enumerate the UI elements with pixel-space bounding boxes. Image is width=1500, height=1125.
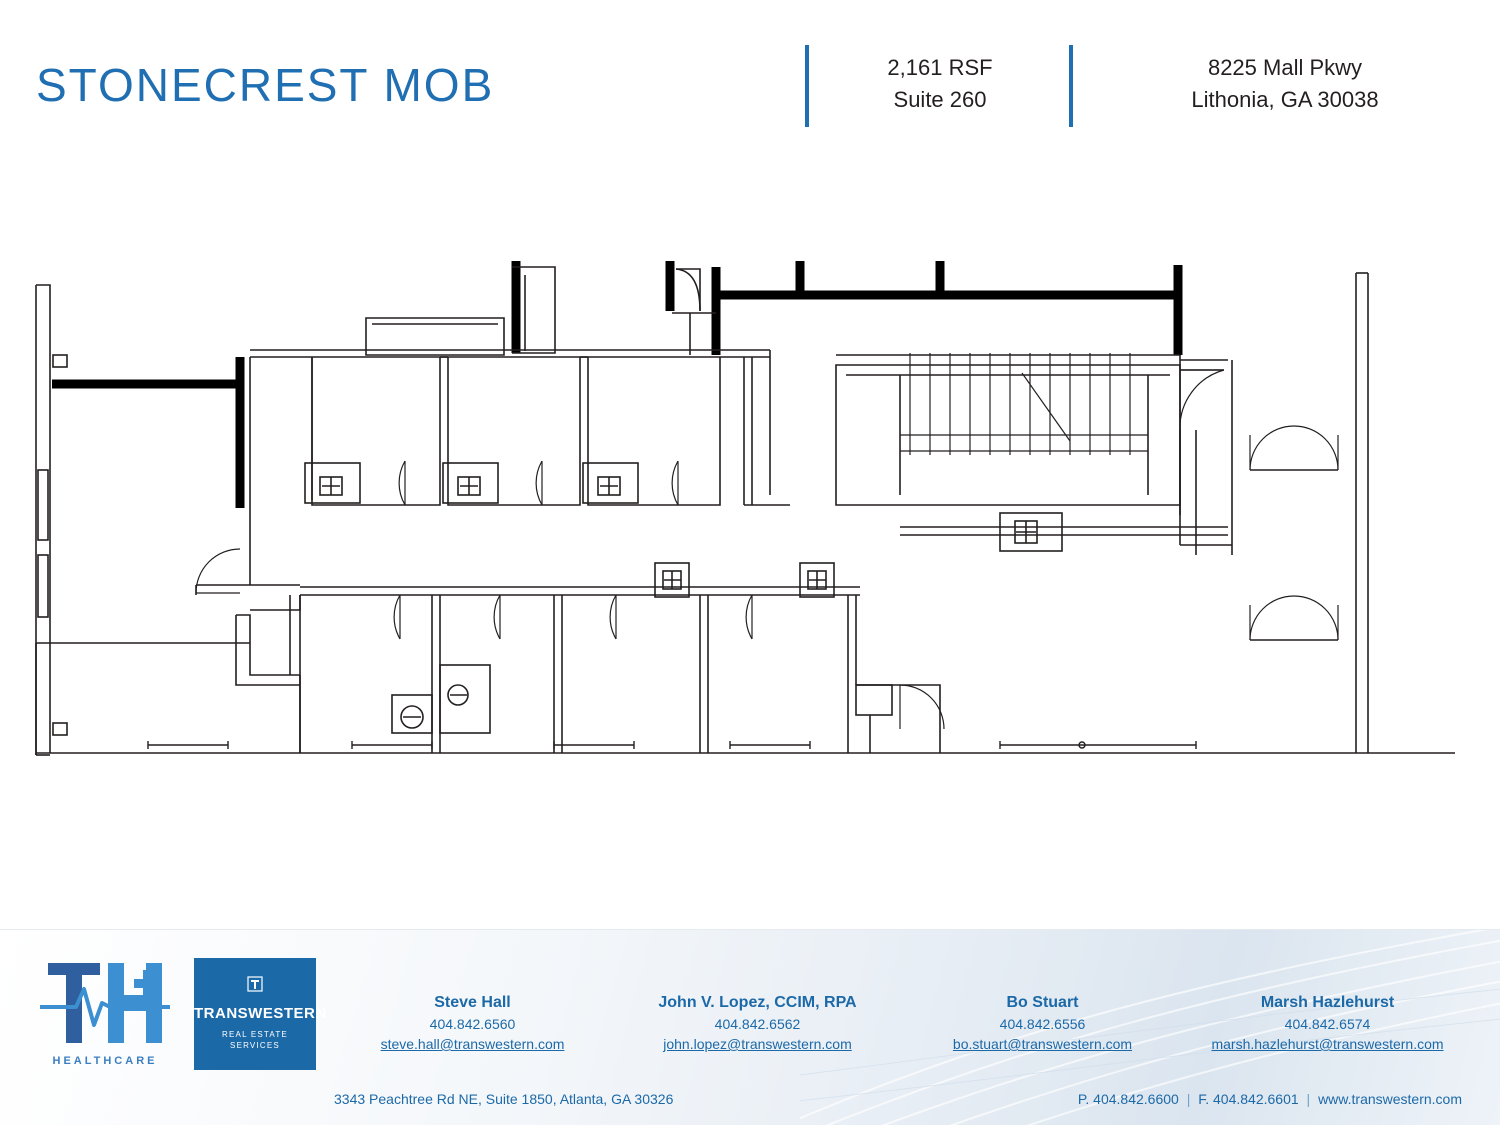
page-title: STONECREST MOB [36, 59, 495, 111]
contact-email[interactable]: steve.hall@transwestern.com [380, 1036, 565, 1052]
company-phone: P. 404.842.6600 [1077, 1091, 1179, 1107]
separator-2: | [1306, 1091, 1311, 1107]
company-address: 3343 Peachtree Rd NE, Suite 1850, Atlanta, GA 30326 [334, 1091, 674, 1107]
floor-plan-drawing [0, 255, 1500, 815]
contact-name: Bo Stuart [1006, 994, 1079, 1011]
contact-email[interactable]: bo.stuart@transwestern.com [952, 1036, 1133, 1052]
floor-plan [0, 255, 1500, 815]
contact-phone: 404.842.6562 [714, 1016, 801, 1032]
suite-rsf: 2,161 RSF [887, 55, 993, 80]
contact-card [615, 992, 900, 1054]
header-divider-1 [805, 45, 809, 127]
transwestern-mark-icon [194, 974, 316, 997]
contact-phone: 404.842.6560 [429, 1016, 516, 1032]
contact-name: John V. Lopez, CCIM, RPA [658, 994, 857, 1011]
contact-email[interactable]: marsh.hazlehurst@transwestern.com [1211, 1036, 1444, 1052]
address-street: 8225 Mall Pkwy [1207, 55, 1363, 80]
th-healthcare-label: HEALTHCARE [52, 1055, 158, 1067]
header-divider-2 [1069, 45, 1073, 127]
th-monogram-icon [30, 955, 180, 1055]
contact-card [330, 992, 615, 1054]
transwestern-name: TRANSWESTERN [194, 1005, 327, 1022]
suite-number: Suite 260 [893, 87, 987, 112]
company-website[interactable]: www.transwestern.com [1318, 1091, 1462, 1107]
suite-info [820, 52, 1060, 116]
transwestern-logo [194, 958, 327, 1070]
company-fax: F. 404.842.6601 [1198, 1091, 1299, 1107]
contact-card [900, 992, 1185, 1054]
contact-name: Steve Hall [434, 994, 511, 1011]
page-footer [0, 929, 1500, 1125]
page-header [0, 0, 1500, 150]
property-address [1085, 52, 1485, 116]
footer-bottom-bar [0, 1091, 1500, 1111]
transwestern-sub-2: SERVICES [230, 1041, 280, 1050]
address-city-state: Lithonia, GA 30038 [1191, 87, 1379, 112]
contact-phone: 404.842.6556 [999, 1016, 1086, 1032]
company-contact-line [1078, 1091, 1462, 1107]
contact-phone: 404.842.6574 [1284, 1016, 1371, 1032]
contact-name: Marsh Hazlehurst [1260, 994, 1395, 1011]
contact-list [330, 992, 1470, 1054]
tw-glyph-icon [245, 974, 265, 994]
separator-1: | [1186, 1091, 1191, 1107]
th-healthcare-logo [30, 955, 180, 1085]
transwestern-sub-1: REAL ESTATE [222, 1030, 288, 1039]
contact-email[interactable]: john.lopez@transwestern.com [663, 1036, 852, 1052]
contact-card [1185, 992, 1470, 1054]
